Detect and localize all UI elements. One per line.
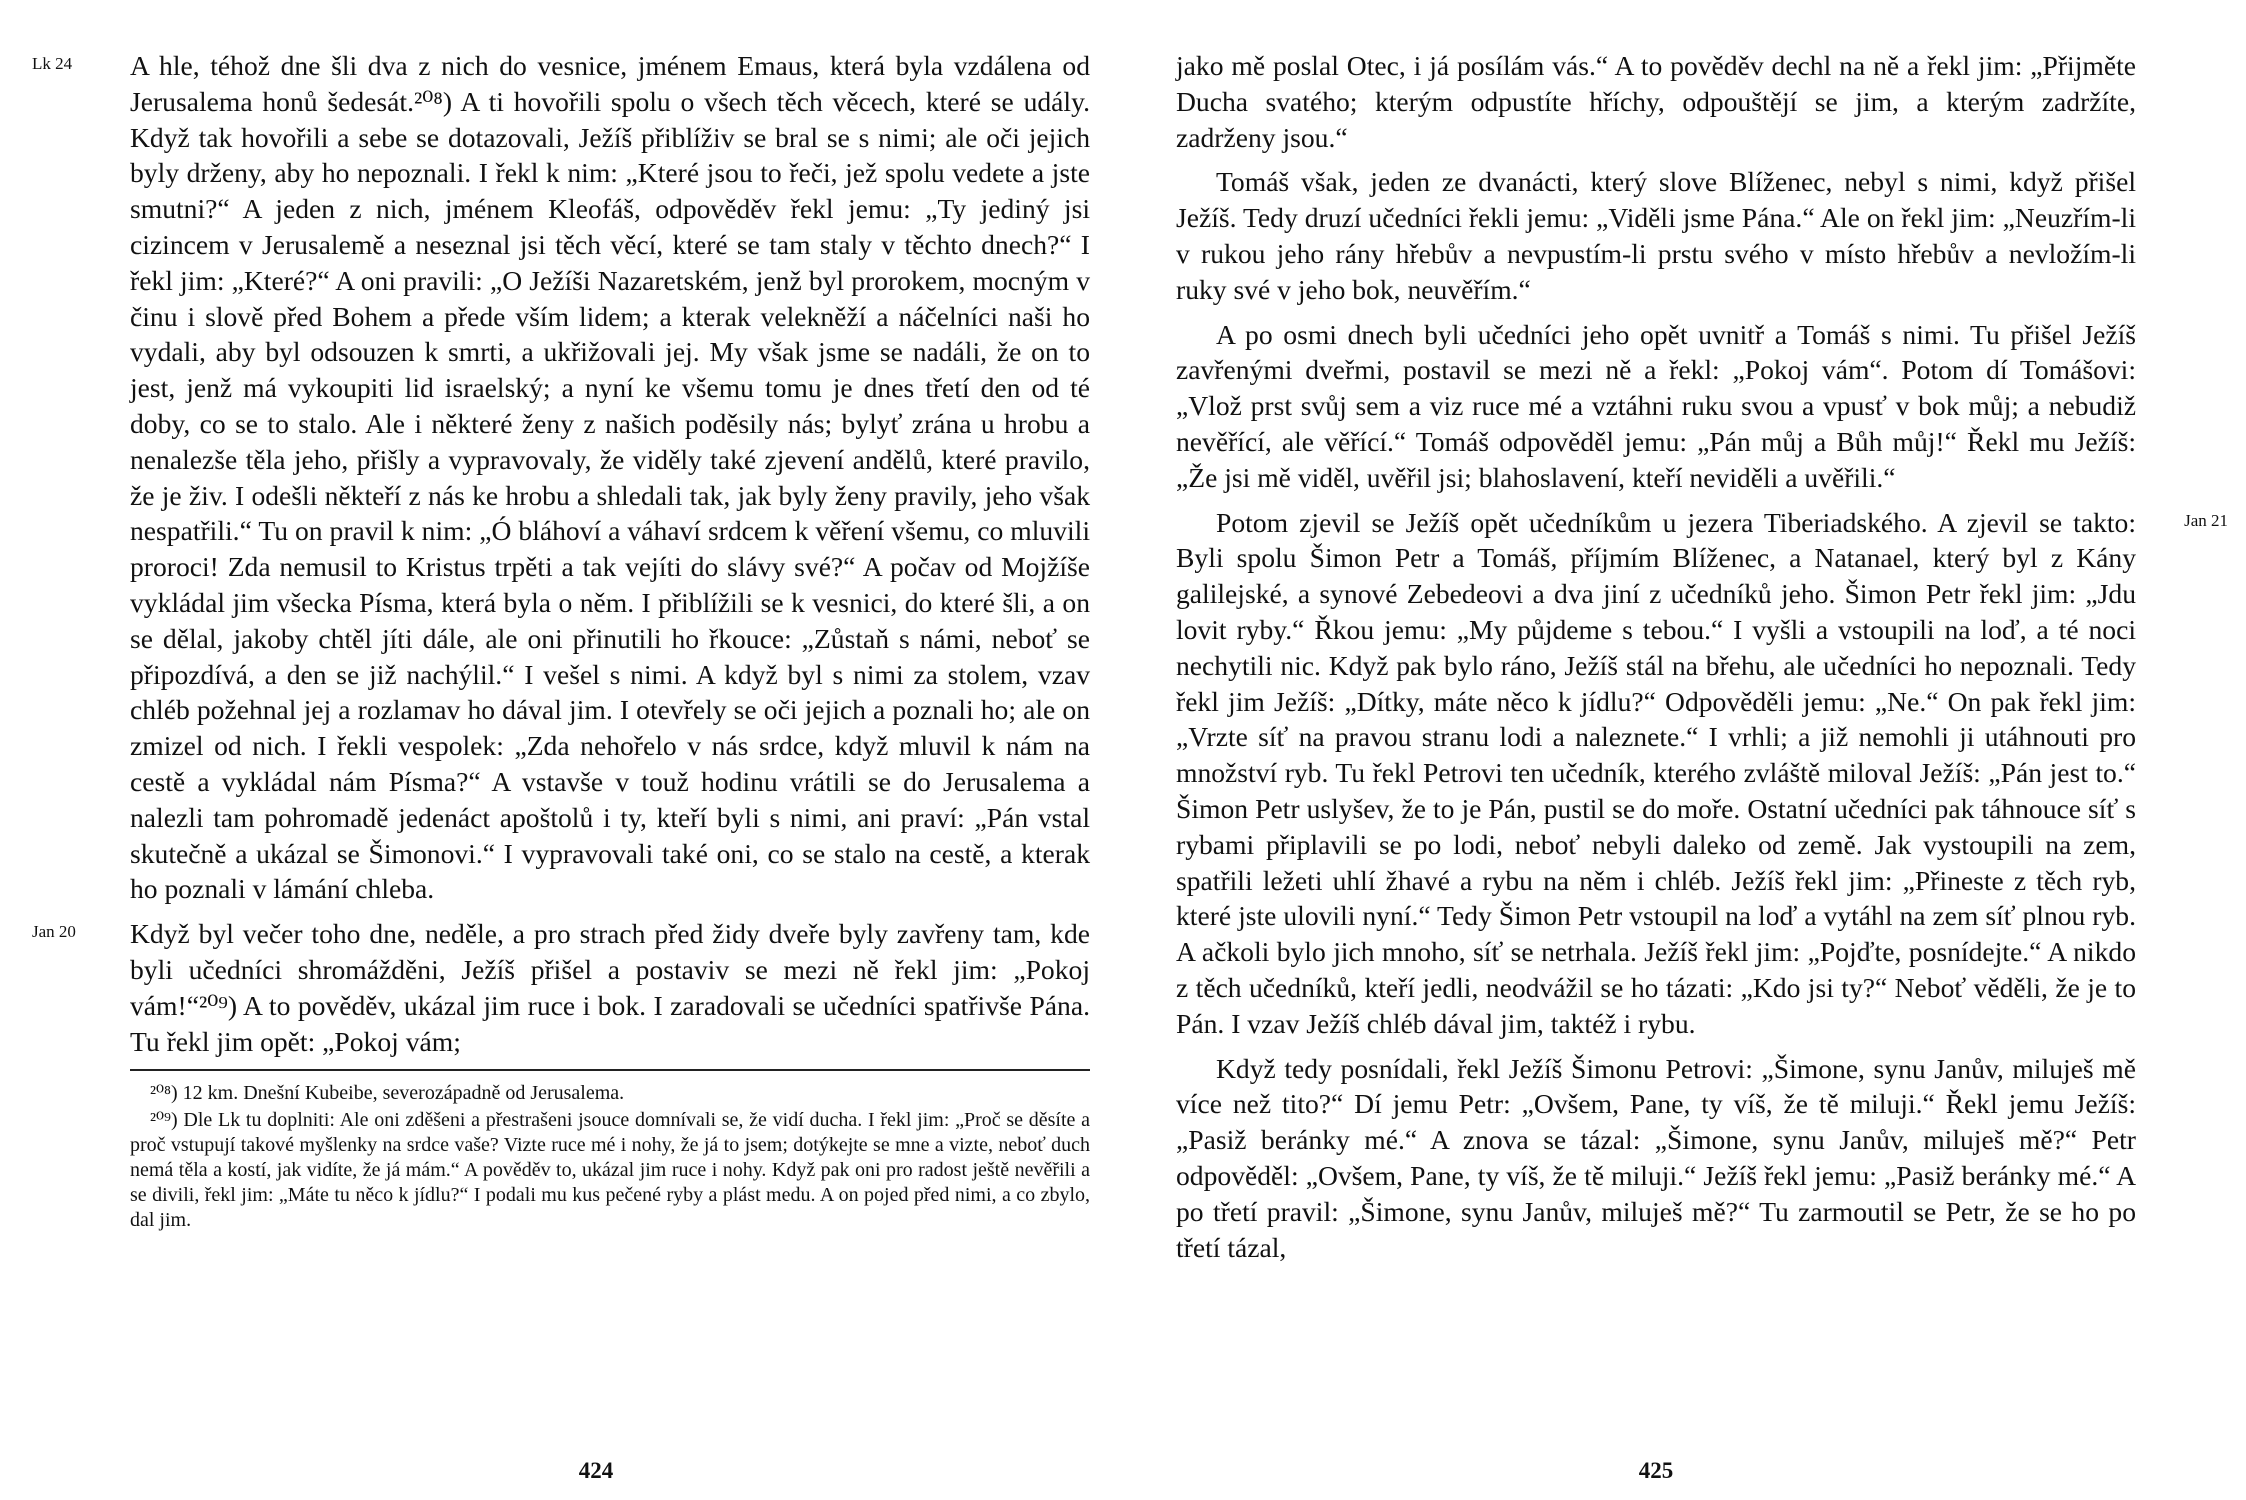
margin-reference: Jan 20	[32, 922, 76, 942]
paragraph-text: A hle, téhož dne šli dva z nich do vesnice, jménem Emaus, která byla vzdálena od Jerusalema honů šedesát.²⁰⁸) A ti hovořili spolu o všech těch věcech, které se udály. Když tak hovořili a sebe se dotazovali, Ježíš přiblíživ se bral se s nimi; ale oči jejich byly drženy, aby ho nepoznali. I řekl k nim: „Které jsou to řeči, jež spolu vedete a jste smutni?“ A jeden z nich, jménem Kleofáš, odpověděv řekl jemu: „Ty jediný jsi cizincem v Jerusalemě a neseznal jsi těch věcí, které se tam staly v těchto dnech?“ I řekl jim: „Které?“ A oni pravili: „O Ježíši Nazaretském, jenž byl prorokem, mocným v činu i slově před Bohem a přede vším lidem; a kterak velekněží a náčelníci naši ho vydali, aby byl odsouzen k smrti, a ukřižovali jej. My však jsme se nadáli, že on to jest, jenž má vykoupiti lid israelský; a nyní ke všemu tomu je dnes třetí den od té doby, co se to stalo. Ale i některé ženy z našich poděsily nás; bylyť zrána u hrobu a nenalezše těla jeho, přišly a vypravovaly, že viděly také zjevení andělů, které pravilo, že je živ. I odešli někteří z nás ke hrobu a shledali tak, jak byly ženy pravily, jeho však nespatřili.“ Tu on pravil k nim: „Ó bláhoví a váhaví srdcem k věření všemu, co mluvili proroci! Zda nemusil to Kristus trpěti a tak vejíti do slávy své?“ A počav od Mojžíše vykládal jim všecka Písma, která byla o něm. I přiblížili se k vesnici, do které šli, a on se dělal, jakoby chtěl jíti dále, ale oni přinutili ho řkouce: „Zůstaň s námi, neboť se připozdívá, a den se již nachýlil.“ I vešel s nimi. A když byl s nimi za stolem, vzav chléb požehnal jej a rozlamav ho dával jim. I otevřely se oči jejich a poznali ho; ale on zmizel od nich. I řekli vespolek: „Zda nehořelo v nás srdce, když mluvil k nám na cestě a vykládal nám Písma?“ A vstavše v touž hodinu vrátili se do Jerusalema a nalezli tam pohromadě jedenáct apoštolů i ty, kteří byli s nimi, ani praví: „Pán vstal skutečně a ukázal se Šimonovi.“ I vypravovali také oni, co se stalo na cestě, a kterak ho poznali v lámání chleba.	[130, 50, 1090, 905]
left-page	[32, 48, 1090, 1235]
paragraph-john-21	[1176, 505, 2228, 1042]
paragraph-text: A po osmi dnech byli učedníci jeho opět uvnitř a Tomáš s nimi. Tu přišel Ježíš zavřenými dveřmi, postavil se mezi ně a řekl: „Pokoj vám“. Potom dí Tomášovi: „Vlož prst svůj sem a viz ruce mé a vztáhni ruku svou a vpusť v bok můj; a nebudiž nevěřící, ale věřící.“ Tomáš odpověděl jemu: „Pán můj a Bůh můj!“ Řekl mu Ježíš: „Že jsi mě viděl, uvěřil jsi; blahoslavení, kteří neviděli a uvěřili.“	[1176, 318, 2136, 493]
margin-reference: Jan 21	[2184, 510, 2228, 530]
right-page	[1176, 48, 2228, 1274]
page-number-right: 425	[1638, 1458, 1674, 1483]
paragraph-text: Když byl večer toho dne, neděle, a pro strach před židy dveře byly zavřeny tam, kde byli učedníci shromážděni, Ježíš přišel a postaviv se mezi ně řekl jim: „Pokoj vám!“²⁰⁹) A to pověděv, ukázal jim ruce i bok. I zaradovali se učedníci spatřivše Pána. Tu řekl jim opět: „Pokoj vám;	[130, 918, 1090, 1057]
paragraph-text: Tomáš však, jeden ze dvanácti, který slove Blíženec, nebyl s nimi, když přišel Ježíš. Tedy druzí učedníci řekli jemu: „Viděli jsme Pána.“ Ale on řekl jim: „Neuzřím-li v rukou jeho rány hřebův a nevpustím-li prstu svého v místo hřebův a nevložím-li ruky své v jeho bok, neuvěřím.“	[1176, 166, 2136, 305]
footnote-208: ²⁰⁸) 12 km. Dnešní Kubeibe, severozápadně od Jerusalema.	[150, 1082, 625, 1105]
paragraph-john-20	[32, 916, 1090, 1059]
paragraph-text: jako mě poslal Otec, i já posílám vás.“ A to pověděv dechl na ně a řekl jim: „Přijměte Ducha svatého; kterým odpustíte hříchy, odpouštějí se jim, a kterým zadržíte, zadrženy jsou.“	[1176, 50, 2136, 153]
footnote-divider	[130, 1069, 1090, 1071]
page-number-left: 424	[578, 1458, 614, 1483]
paragraph-eight-days	[1176, 317, 2136, 496]
paragraph-breakfast	[1176, 1051, 2136, 1266]
paragraph-continuation	[1176, 48, 2136, 155]
paragraph-text: Potom zjevil se Ježíš opět učedníkům u jezera Tiberiadského. A zjevil se takto: Byli spolu Šimon Petr a Tomáš, příjmím Blíženec, a Natanael, který byl z Kány galilejské, a synové Zebedeovi a dva jiní z učedníků jeho. Šimon Petr řekl jim: „Jdu lovit ryby.“ Řkou jemu: „My půjdeme s tebou.“ I vyšli a vstoupili na loď, a té noci nechytili nic. Když pak bylo ráno, Ježíš stál na břehu, ale učedníci ho nepoznali. Tedy řekl jim Ježíš: „Dítky, máte něco k jídlu?“ Odpověděli jemu: „Ne.“ On pak řekl jim: „Vrzte síť na pravou stranu lodi a naleznete.“ I vrhli; a již nemohli ji utáhnouti pro množství ryb. Tu řekl Petrovi ten učedník, kterého zvláště miloval Ježíš: „Pán jest to.“ Šimon Petr uslyšev, že to je Pán, pustil se do moře. Ostatní učedníci pak táhnouce síť s rybami připlavili se po lodi, neboť nebyli daleko od země. Jak vystoupili na zem, spatřili ležeti uhlí žhavé a rybu na něm i chléb. Ježíš řekl jim: „Přineste z těch ryb, které jste ulovili nyní.“ Tedy Šimon Petr vstoupil na loď a vytáhl na zem síť plnou ryb. A ačkoli bylo jich mnoho, síť se netrhala. Ježíš řekl jim: „Pojďte, posnídejte.“ A nikdo z těch učedníků, kteří jedli, neodvážil se ho tázati: „Kdo jsi ty?“ Neboť věděli, že je to Pán. I vzav Ježíš chléb dával jim, taktéž i rybu.	[1176, 506, 2136, 1039]
paragraph-thomas	[1176, 164, 2136, 307]
margin-reference: Lk 24	[32, 54, 73, 73]
footnote-209: ²⁰⁹) Dle Lk tu doplniti: Ale oni zděšeni a přestrašeni jsouce domnívali se, že vidí ducha. I řekl jim: „Proč se děsíte a proč vstupují takové myšlenky na srdce vaše? Vizte ruce mé i nohy, že já to jsem; dotýkejte se mne a vizte, neboť duch nemá těla a kostí, jak vidíte, že já mám.“ A pověděv to, ukázal jim ruce i nohy. Když pak oni pro radost ještě nevěřili a se divili, řekl jim: „Máte tu něco k jídlu?“ I podali mu kus pečené ryby a plást medu. A on pojed před nimi, a co zbylo, dal jim.	[130, 1109, 1090, 1232]
paragraph-luke-24	[32, 48, 1090, 907]
paragraph-text: Když tedy posnídali, řekl Ježíš Šimonu Petrovi: „Šimone, synu Janův, miluješ mě více než tito?“ Dí jemu Petr: „Ovšem, Pane, ty víš, že tě miluji.“ Řekl jemu Ježíš: „Pasiž beránky mé.“ A znova se tázal: „Šimone, synu Janův, miluješ mě?“ Petr odpověděl: „Ovšem, Pane, ty víš, že tě miluji.“ Ježíš řekl jemu: „Pasiž beránky mé.“ A po třetí pravil: „Šimone, synu Janův, miluješ mě?“ Tu zarmoutil se Petr, že se ho po třetí tázal,	[1176, 1052, 2136, 1263]
